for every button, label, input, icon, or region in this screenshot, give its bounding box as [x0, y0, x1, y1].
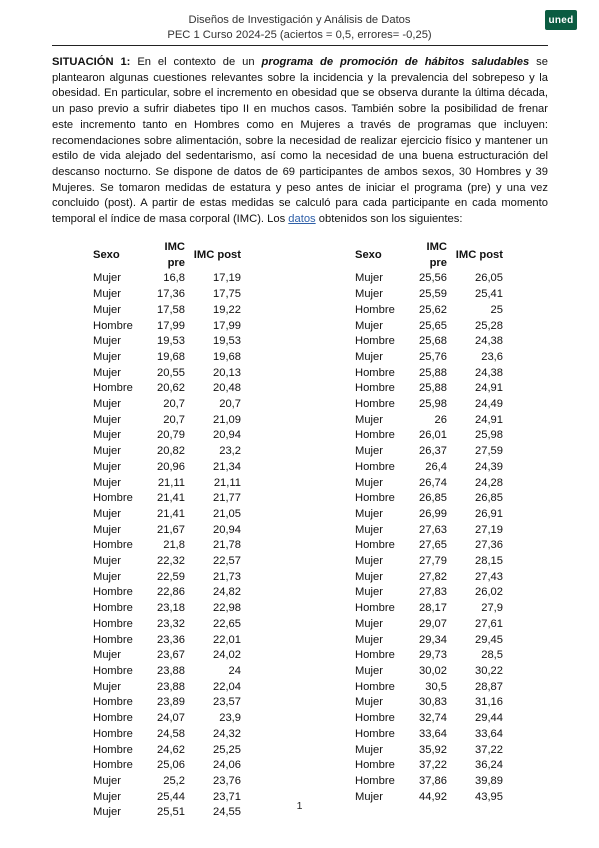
table-row: [355, 601, 503, 617]
cell-imc-post: 24,39: [475, 460, 503, 473]
cell-imc-post: 24,82: [213, 586, 241, 599]
table-row: [93, 287, 241, 303]
table-row: [355, 319, 503, 335]
cell-imc-post: 17,99: [213, 319, 241, 332]
cell-sexo: Hombre: [355, 680, 395, 693]
cell-sexo: Hombre: [355, 649, 395, 662]
cell-imc-pre: 24,07: [157, 712, 185, 725]
header-divider: [52, 45, 548, 46]
cell-sexo: Hombre: [93, 319, 133, 332]
cell-sexo: Mujer: [355, 555, 383, 568]
cell-sexo: Mujer: [93, 806, 121, 819]
cell-imc-pre: 23,89: [157, 696, 185, 709]
cell-imc-pre: 20,79: [157, 429, 185, 442]
table-row: [93, 743, 241, 759]
cell-imc-post: 25,28: [475, 319, 503, 332]
intro-text-1: En el contexto de un: [130, 56, 262, 68]
cell-imc-pre: 30,5: [425, 680, 447, 693]
cell-sexo: Hombre: [355, 774, 395, 787]
cell-imc-pre: 30,02: [419, 664, 447, 677]
table-row: [93, 617, 241, 633]
table-row: [93, 319, 241, 335]
header-title: Diseños de Investigación y Análisis de Datos: [188, 14, 411, 26]
cell-imc-pre: 21,11: [157, 476, 185, 489]
cell-imc-post: 20,13: [213, 366, 241, 379]
table-row: [93, 711, 241, 727]
table-row: [93, 680, 241, 696]
cell-imc-post: 43,95: [475, 790, 503, 803]
cell-sexo: Hombre: [355, 398, 395, 411]
cell-sexo: Mujer: [93, 555, 121, 568]
cell-sexo: Hombre: [355, 382, 395, 395]
situation-paragraph: [52, 55, 548, 228]
cell-imc-post: 25,98: [475, 429, 503, 442]
cell-imc-pre: 19,68: [157, 350, 185, 363]
cell-imc-post: 23,76: [213, 774, 241, 787]
cell-imc-post: 21,09: [213, 413, 241, 426]
cell-imc-post: 22,01: [213, 633, 241, 646]
cell-imc-pre: 25,56: [419, 272, 447, 285]
cell-imc-post: 21,77: [213, 492, 241, 505]
cell-imc-post: 28,5: [481, 649, 503, 662]
cell-imc-pre: 25,76: [419, 350, 447, 363]
table-row: [93, 664, 241, 680]
table-header-row: [355, 240, 503, 271]
cell-imc-pre: 27,83: [419, 586, 447, 599]
cell-imc-post: 22,57: [213, 555, 241, 568]
table-row: [93, 491, 241, 507]
table-row: [93, 538, 241, 554]
cell-imc-pre: 21,41: [157, 507, 185, 520]
table-row: [355, 460, 503, 476]
table-row: [93, 523, 241, 539]
table-row: [93, 727, 241, 743]
table-row: [355, 476, 503, 492]
cell-imc-pre: 20,7: [163, 413, 185, 426]
table-row: [355, 617, 503, 633]
cell-sexo: Mujer: [355, 523, 383, 536]
cell-imc-post: 28,15: [475, 555, 503, 568]
cell-imc-pre: 21,67: [157, 523, 185, 536]
cell-imc-post: 23,2: [219, 445, 241, 458]
cell-imc-post: 25,25: [213, 743, 241, 756]
cell-sexo: Mujer: [355, 507, 383, 520]
cell-imc-pre: 26,99: [419, 507, 447, 520]
table-row: [355, 491, 503, 507]
cell-imc-pre: 25,68: [419, 335, 447, 348]
cell-imc-post: 23,6: [481, 350, 503, 363]
cell-sexo: Mujer: [355, 696, 383, 709]
cell-imc-pre: 17,58: [157, 303, 185, 316]
cell-imc-pre: 23,88: [157, 664, 185, 677]
page-number: 1: [296, 800, 303, 812]
cell-imc-post: 29,45: [475, 633, 503, 646]
cell-imc-post: 19,22: [213, 303, 241, 316]
table-row: [355, 523, 503, 539]
cell-imc-post: 37,22: [475, 743, 503, 756]
cell-imc-post: 17,75: [213, 288, 241, 301]
cell-imc-pre: 26: [434, 413, 447, 426]
cell-imc-pre: 27,79: [419, 555, 447, 568]
cell-imc-pre: 20,55: [157, 366, 185, 379]
cell-imc-post: 27,36: [475, 539, 503, 552]
cell-imc-pre: 25,65: [419, 319, 447, 332]
table-row: [355, 648, 503, 664]
page-header: [0, 0, 599, 48]
cell-sexo: Hombre: [355, 492, 395, 505]
table-row: [93, 334, 241, 350]
cell-sexo: Hombre: [93, 382, 133, 395]
table-row: [93, 444, 241, 460]
table-row: [93, 397, 241, 413]
cell-imc-pre: 35,92: [419, 743, 447, 756]
cell-imc-pre: 26,74: [419, 476, 447, 489]
table-row: [93, 428, 241, 444]
cell-sexo: Hombre: [355, 602, 395, 615]
table-row: [355, 334, 503, 350]
cell-imc-pre: 27,65: [419, 539, 447, 552]
cell-sexo: Hombre: [355, 366, 395, 379]
cell-imc-pre: 30,83: [419, 696, 447, 709]
table-row: [355, 554, 503, 570]
data-table-left: [93, 240, 241, 821]
cell-sexo: Mujer: [93, 790, 121, 803]
cell-imc-pre: 25,2: [163, 774, 185, 787]
cell-imc-post: 24,55: [213, 806, 241, 819]
cell-sexo: Hombre: [93, 664, 133, 677]
cell-sexo: Mujer: [355, 664, 383, 677]
cell-imc-post: 24,06: [213, 759, 241, 772]
cell-imc-pre: 25,88: [419, 366, 447, 379]
cell-sexo: Mujer: [355, 288, 383, 301]
cell-sexo: Hombre: [93, 712, 133, 725]
cell-imc-post: 27,61: [475, 617, 503, 630]
table-row: [93, 633, 241, 649]
cell-sexo: Hombre: [93, 602, 133, 615]
cell-imc-pre: 32,74: [419, 712, 447, 725]
table-row: [93, 303, 241, 319]
table-row: [93, 413, 241, 429]
cell-imc-pre: 22,86: [157, 586, 185, 599]
cell-sexo: Mujer: [355, 633, 383, 646]
cell-sexo: Mujer: [93, 303, 121, 316]
table-row: [93, 350, 241, 366]
table-row: [93, 758, 241, 774]
intro-text-end: obtenidos son los siguientes:: [315, 213, 463, 226]
table-row: [93, 476, 241, 492]
table-row: [355, 633, 503, 649]
cell-imc-post: 24,28: [475, 476, 503, 489]
situation-label: SITUACIÓN 1:: [52, 56, 131, 68]
cell-imc-post: 26,05: [475, 272, 503, 285]
cell-sexo: Mujer: [93, 445, 121, 458]
cell-imc-pre: 27,82: [419, 570, 447, 583]
table-row: [355, 381, 503, 397]
table-row: [93, 695, 241, 711]
cell-imc-post: 24: [228, 664, 241, 677]
table-row: [93, 585, 241, 601]
cell-imc-pre: 28,17: [419, 602, 447, 615]
cell-sexo: Mujer: [355, 570, 383, 583]
table-row: [93, 554, 241, 570]
table-header-row: [93, 240, 241, 271]
header-imc-post: IMC post: [455, 248, 503, 261]
cell-sexo: Hombre: [355, 460, 395, 473]
cell-imc-pre: 29,07: [419, 617, 447, 630]
cell-sexo: Mujer: [355, 790, 383, 803]
cell-sexo: Mujer: [93, 335, 121, 348]
cell-imc-post: 27,19: [475, 523, 503, 536]
table-row: [93, 648, 241, 664]
cell-imc-post: 26,85: [475, 492, 503, 505]
cell-imc-post: 21,34: [213, 460, 241, 473]
header-imc-pre: IMC pre: [426, 241, 447, 269]
cell-imc-post: 20,94: [213, 523, 241, 536]
cell-imc-post: 24,49: [475, 398, 503, 411]
table-row: [355, 444, 503, 460]
table-row: [355, 680, 503, 696]
cell-imc-post: 26,91: [475, 507, 503, 520]
cell-imc-pre: 25,62: [419, 303, 447, 316]
cell-sexo: Hombre: [93, 586, 133, 599]
cell-sexo: Mujer: [355, 586, 383, 599]
cell-imc-pre: 29,73: [419, 649, 447, 662]
cell-sexo: Mujer: [93, 774, 121, 787]
cell-sexo: Mujer: [93, 366, 121, 379]
cell-imc-pre: 19,53: [157, 335, 185, 348]
table-row: [355, 664, 503, 680]
cell-imc-post: 33,64: [475, 727, 503, 740]
table-row: [93, 507, 241, 523]
cell-imc-pre: 37,86: [419, 774, 447, 787]
cell-imc-post: 19,68: [213, 350, 241, 363]
cell-imc-pre: 33,64: [419, 727, 447, 740]
cell-sexo: Mujer: [93, 460, 121, 473]
cell-imc-post: 23,9: [219, 712, 241, 725]
cell-imc-post: 27,43: [475, 570, 503, 583]
cell-sexo: Mujer: [93, 507, 121, 520]
cell-imc-post: 20,7: [219, 398, 241, 411]
table-row: [355, 507, 503, 523]
cell-sexo: Hombre: [93, 759, 133, 772]
cell-imc-post: 29,44: [475, 712, 503, 725]
cell-imc-post: 22,98: [213, 602, 241, 615]
cell-imc-post: 21,11: [213, 476, 241, 489]
cell-sexo: Mujer: [93, 476, 121, 489]
table-row: [355, 538, 503, 554]
cell-sexo: Mujer: [93, 429, 121, 442]
cell-imc-post: 24,91: [475, 413, 503, 426]
cell-sexo: Mujer: [93, 413, 121, 426]
cell-imc-pre: 25,06: [157, 759, 185, 772]
cell-sexo: Hombre: [93, 696, 133, 709]
table-row: [355, 287, 503, 303]
table-row: [93, 570, 241, 586]
table-row: [93, 381, 241, 397]
cell-imc-pre: 20,96: [157, 460, 185, 473]
cell-imc-post: 24,91: [475, 382, 503, 395]
cell-imc-post: 25,41: [475, 288, 503, 301]
cell-imc-post: 28,87: [475, 680, 503, 693]
cell-imc-post: 30,22: [475, 664, 503, 677]
cell-imc-pre: 23,32: [157, 617, 185, 630]
table-row: [355, 366, 503, 382]
cell-imc-pre: 23,67: [157, 649, 185, 662]
header-sexo: Sexo: [355, 248, 382, 261]
table-row: [355, 743, 503, 759]
cell-imc-pre: 23,88: [157, 680, 185, 693]
cell-imc-pre: 23,18: [157, 602, 185, 615]
cell-sexo: Mujer: [93, 272, 121, 285]
cell-sexo: Mujer: [355, 445, 383, 458]
cell-imc-post: 27,9: [481, 602, 503, 615]
cell-imc-post: 24,32: [213, 727, 241, 740]
cell-imc-pre: 26,01: [419, 429, 447, 442]
table-row: [355, 303, 503, 319]
table-row: [93, 601, 241, 617]
cell-imc-pre: 44,92: [419, 790, 447, 803]
cell-imc-pre: 21,8: [163, 539, 185, 552]
cell-sexo: Mujer: [93, 350, 121, 363]
cell-sexo: Hombre: [93, 617, 133, 630]
cell-imc-pre: 25,98: [419, 398, 447, 411]
cell-imc-post: 21,73: [213, 570, 241, 583]
cell-imc-pre: 37,22: [419, 759, 447, 772]
table-row: [355, 570, 503, 586]
cell-sexo: Mujer: [355, 272, 383, 285]
cell-imc-pre: 17,36: [157, 288, 185, 301]
cell-imc-post: 24,02: [213, 649, 241, 662]
cell-imc-post: 20,48: [213, 382, 241, 395]
cell-sexo: Hombre: [355, 303, 395, 316]
table-row: [355, 271, 503, 287]
cell-sexo: Mujer: [355, 617, 383, 630]
cell-sexo: Mujer: [93, 523, 121, 536]
cell-imc-pre: 25,51: [157, 806, 185, 819]
cell-sexo: Hombre: [355, 429, 395, 442]
cell-imc-pre: 25,88: [419, 382, 447, 395]
cell-imc-pre: 26,85: [419, 492, 447, 505]
cell-sexo: Hombre: [355, 539, 395, 552]
table-row: [355, 774, 503, 790]
table-row: [355, 428, 503, 444]
cell-sexo: Mujer: [355, 743, 383, 756]
cell-imc-pre: 25,44: [157, 790, 185, 803]
datos-link[interactable]: datos: [288, 213, 316, 226]
table-row: [355, 397, 503, 413]
cell-sexo: Mujer: [355, 319, 383, 332]
cell-imc-pre: 29,34: [419, 633, 447, 646]
cell-sexo: Hombre: [93, 539, 133, 552]
cell-sexo: Hombre: [355, 727, 395, 740]
cell-sexo: Mujer: [93, 398, 121, 411]
cell-sexo: Mujer: [355, 476, 383, 489]
cell-imc-pre: 26,4: [425, 460, 447, 473]
cell-imc-pre: 20,62: [157, 382, 185, 395]
cell-sexo: Hombre: [93, 727, 133, 740]
cell-imc-post: 25: [490, 303, 503, 316]
cell-imc-post: 24,38: [475, 335, 503, 348]
cell-imc-post: 21,78: [213, 539, 241, 552]
cell-imc-pre: 20,82: [157, 445, 185, 458]
cell-imc-post: 20,94: [213, 429, 241, 442]
table-row: [93, 460, 241, 476]
cell-imc-pre: 22,59: [157, 570, 185, 583]
header-imc-post: IMC post: [193, 248, 241, 261]
cell-imc-post: 31,16: [475, 696, 503, 709]
cell-imc-pre: 20,7: [163, 398, 185, 411]
cell-imc-pre: 17,99: [157, 319, 185, 332]
cell-sexo: Hombre: [93, 743, 133, 756]
uned-logo: uned: [545, 10, 577, 30]
cell-sexo: Hombre: [93, 492, 133, 505]
cell-sexo: Mujer: [355, 413, 383, 426]
table-row: [355, 585, 503, 601]
cell-sexo: Mujer: [93, 288, 121, 301]
table-row: [355, 711, 503, 727]
cell-imc-post: 23,71: [213, 790, 241, 803]
table-body-left: [93, 271, 241, 821]
cell-imc-post: 26,02: [475, 586, 503, 599]
cell-imc-post: 22,04: [213, 680, 241, 693]
cell-sexo: Mujer: [93, 649, 121, 662]
table-row: [355, 695, 503, 711]
cell-sexo: Mujer: [93, 570, 121, 583]
cell-imc-post: 36,24: [475, 759, 503, 772]
table-row: [93, 366, 241, 382]
cell-imc-pre: 26,37: [419, 445, 447, 458]
cell-sexo: Hombre: [355, 759, 395, 772]
cell-sexo: Mujer: [93, 680, 121, 693]
table-row: [93, 774, 241, 790]
cell-imc-post: 24,38: [475, 366, 503, 379]
cell-sexo: Hombre: [93, 633, 133, 646]
table-body-right: [355, 271, 503, 805]
header-sexo: Sexo: [93, 248, 120, 261]
cell-imc-pre: 23,36: [157, 633, 185, 646]
cell-imc-post: 27,59: [475, 445, 503, 458]
cell-imc-post: 17,19: [213, 272, 241, 285]
cell-sexo: Hombre: [355, 335, 395, 348]
cell-imc-post: 22,65: [213, 617, 241, 630]
cell-imc-post: 19,53: [213, 335, 241, 348]
table-row: [355, 413, 503, 429]
intro-text-main: se plantearon algunas cuestiones relevantes sobre la incidencia y la prevalencia del sobrepeso y la obesidad. En particular, sobre el incremento en obesidad que se observa durante la última década, un paso previo a sufrir diabetes tipo II en muchos casos. También sobre la posibilidad de frenar este incremento tanto en Hombres como en Mujeres a través de programas que incluyen: recomendaciones sobre alimentación, sobre la necesidad de realizar ejercicio físico y mantener un estilo de vida alejado del sedentarismo, así como la necesidad de una buena estructuración del descanso nocturno. Se dispone de datos de 69 participantes de ambos sexos, 30 Hombres y 39 Mujeres. Se tomaron medidas de estatura y peso antes de iniciar el programa (pre) y una vez concluido (post). A partir de estas medidas se calculó para cada participante en cada momento temporal el índice de masa corporal (IMC). Los: [52, 56, 548, 226]
cell-imc-pre: 24,58: [157, 727, 185, 740]
cell-imc-pre: 27,63: [419, 523, 447, 536]
cell-imc-pre: 16,8: [163, 272, 185, 285]
cell-imc-pre: 21,41: [157, 492, 185, 505]
cell-sexo: Hombre: [355, 712, 395, 725]
header-subtitle: PEC 1 Curso 2024-25 (aciertos = 0,5, errores= -0,25): [167, 29, 432, 41]
cell-imc-post: 23,57: [213, 696, 241, 709]
table-row: [355, 727, 503, 743]
cell-sexo: Mujer: [355, 350, 383, 363]
cell-imc-pre: 25,59: [419, 288, 447, 301]
cell-imc-pre: 24,62: [157, 743, 185, 756]
cell-imc-pre: 22,32: [157, 555, 185, 568]
header-imc-pre: IMC pre: [164, 241, 185, 269]
table-row: [355, 758, 503, 774]
data-table-right: [355, 240, 503, 805]
cell-imc-post: 21,05: [213, 507, 241, 520]
program-name: programa de promoción de hábitos saludables: [261, 56, 530, 68]
cell-imc-post: 39,89: [475, 774, 503, 787]
table-row: [355, 350, 503, 366]
table-row: [93, 271, 241, 287]
